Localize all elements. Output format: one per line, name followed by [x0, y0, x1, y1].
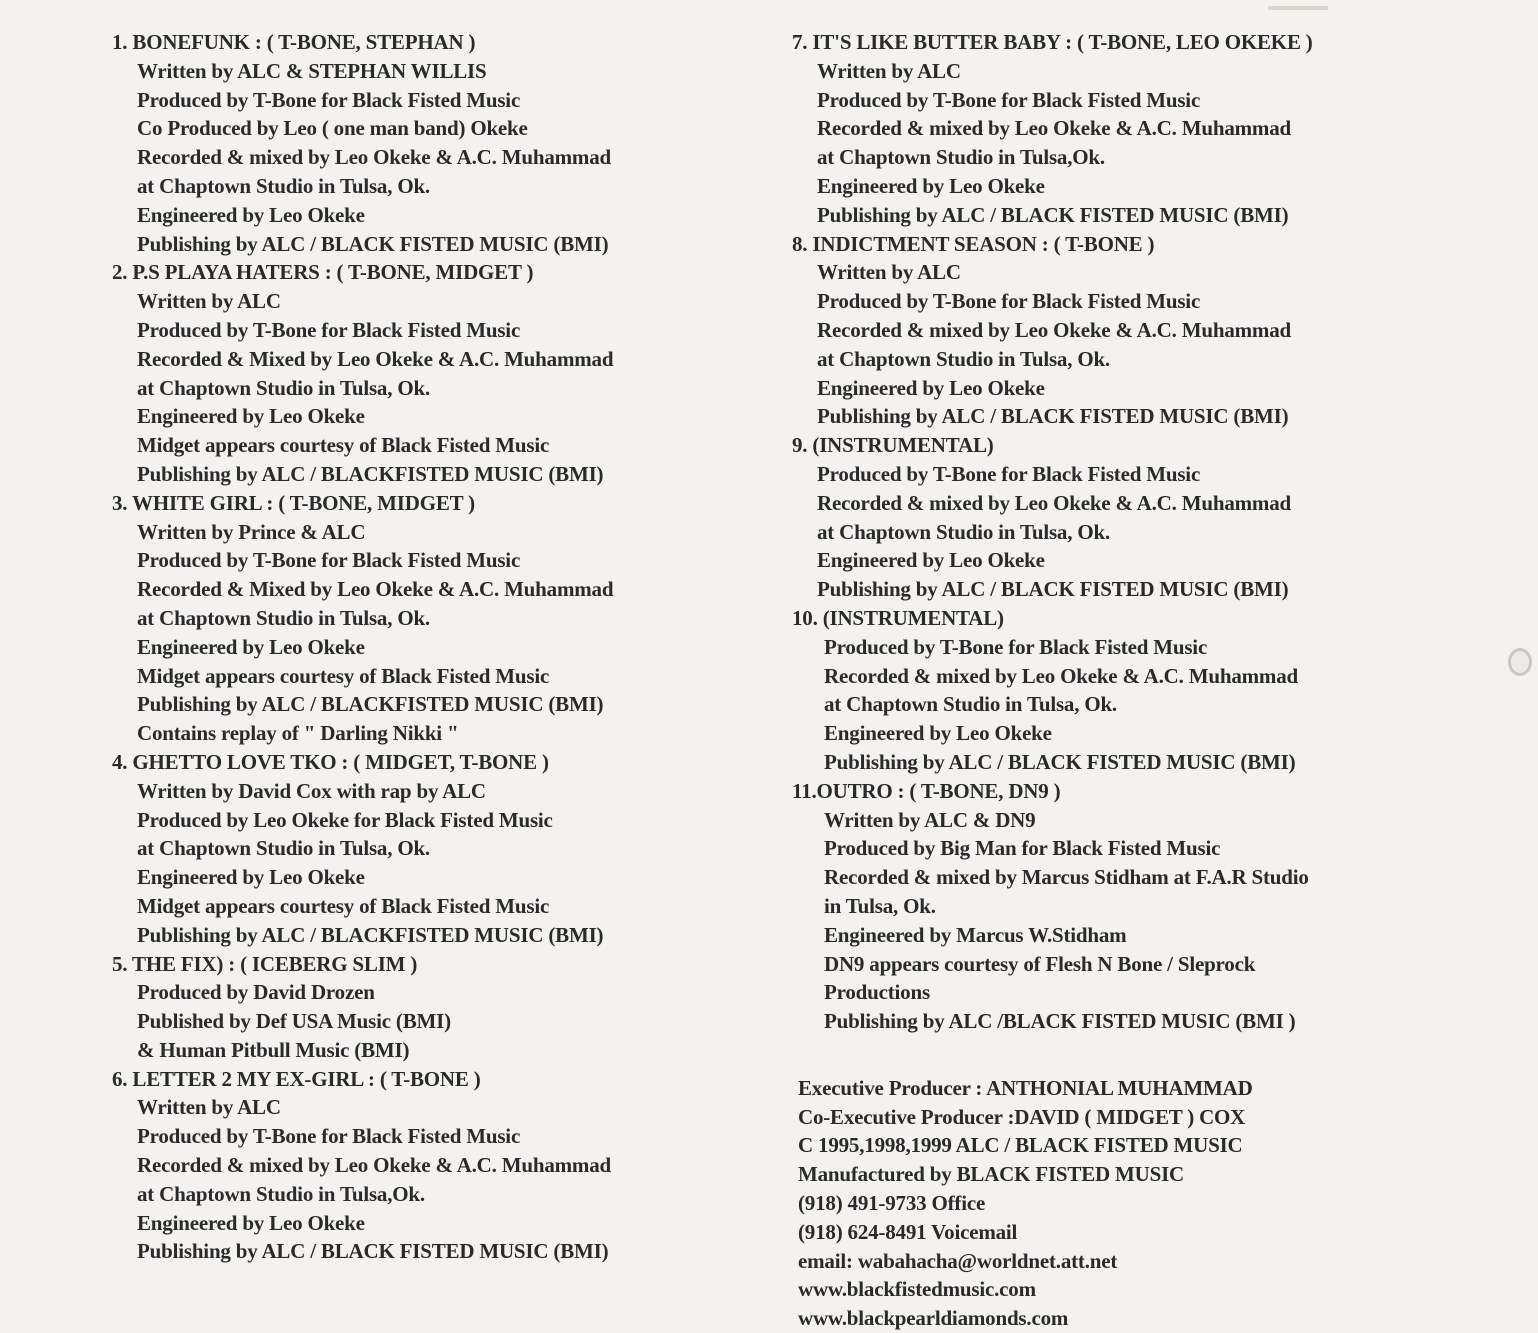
track-8 — [792, 230, 1432, 432]
track-credit: at Chaptown Studio in Tulsa, Ok. — [137, 836, 430, 861]
track-credit: at Chaptown Studio in Tulsa, Ok. — [817, 346, 1110, 371]
track-title: 7. IT'S LIKE BUTTER BABY : ( T-BONE, LEO OKEKE ) — [792, 30, 1313, 54]
track-title: 3. WHITE GIRL : ( T-BONE, MIDGET ) — [112, 490, 475, 515]
track-title: 11.OUTRO : ( T-BONE, DN9 ) — [792, 778, 1061, 803]
track-credit: at Chaptown Studio in Tulsa, Ok. — [137, 375, 430, 400]
track-credit: Engineered by Leo Okeke — [817, 375, 1045, 400]
track-credit: Engineered by Leo Okeke — [824, 721, 1052, 746]
track-title: 6. LETTER 2 MY EX-GIRL : ( T-BONE ) — [112, 1066, 481, 1091]
track-credit: Midget appears courtesy of Black Fisted Music — [137, 433, 550, 458]
track-2 — [112, 258, 752, 488]
track-credit: Produced by Big Man for Black Fisted Music — [824, 836, 1221, 861]
track-credit: Engineered by Leo Okeke — [817, 173, 1045, 198]
track-credit: Produced by T-Bone for Black Fisted Music — [817, 461, 1201, 486]
track-credit: Midget appears courtesy of Black Fisted Music — [137, 893, 550, 918]
track-credit: Publishing by ALC / BLACK FISTED MUSIC (BMI) — [824, 749, 1296, 774]
track-credit: Produced by Leo Okeke for Black Fisted Music — [137, 807, 553, 832]
track-credit: Written by ALC — [137, 289, 281, 314]
website-link-1: www.blackfistedmusic.com — [798, 1277, 1036, 1302]
track-credit: Written by ALC — [817, 58, 961, 83]
track-credit: at Chaptown Studio in Tulsa, Ok. — [137, 605, 430, 630]
track-credit: Publishing by ALC / BLACKFISTED MUSIC (BMI) — [137, 692, 604, 717]
email-address: email: wabahacha@worldnet.att.net — [798, 1248, 1118, 1273]
track-7 — [792, 28, 1432, 230]
track-credit: Written by David Cox with rap by ALC — [137, 778, 486, 803]
track-credit: Written by Prince & ALC — [137, 519, 366, 544]
track-credit: Produced by T-Bone for Black Fisted Music — [817, 289, 1201, 314]
track-credit: Engineered by Leo Okeke — [817, 548, 1045, 573]
track-9 — [792, 431, 1432, 604]
track-credit: Produced by T-Bone for Black Fisted Music — [137, 1124, 521, 1149]
website-link-2: www.blackpearldiamonds.com — [798, 1306, 1069, 1331]
track-credit: in Tulsa, Ok. — [824, 893, 936, 918]
track-credit: Produced by David Drozen — [137, 980, 375, 1005]
track-credit: Engineered by Marcus W.Stidham — [824, 922, 1127, 947]
track-credit: Engineered by Leo Okeke — [137, 865, 365, 890]
track-credit: Recorded & mixed by Marcus Stidham at F.A.R Studio — [824, 865, 1309, 890]
track-credit: Produced by T-Bone for Black Fisted Music — [137, 87, 521, 112]
track-5 — [112, 950, 752, 1065]
voicemail-phone: (918) 624-8491 Voicemail — [798, 1219, 1018, 1244]
track-credit: at Chaptown Studio in Tulsa, Ok. — [817, 519, 1110, 544]
track-credit: Publishing by ALC / BLACK FISTED MUSIC (BMI) — [817, 202, 1289, 227]
track-credit: Recorded & mixed by Leo Okeke & A.C. Muhammad — [824, 663, 1298, 688]
track-credit: Written by ALC & DN9 — [824, 807, 1036, 832]
track-credit: Recorded & Mixed by Leo Okeke & A.C. Muhammad — [137, 577, 614, 602]
track-1 — [112, 28, 752, 258]
track-11 — [792, 777, 1432, 1036]
track-title: 2. P.S PLAYA HATERS : ( T-BONE, MIDGET ) — [112, 260, 534, 285]
track-credit: Produced by T-Bone for Black Fisted Music — [137, 317, 521, 342]
track-credit: at Chaptown Studio in Tulsa,Ok. — [817, 145, 1105, 170]
track-credit: at Chaptown Studio in Tulsa, Ok. — [137, 173, 430, 198]
track-credit: Publishing by ALC / BLACK FISTED MUSIC (BMI) — [137, 231, 609, 256]
office-phone: (918) 491-9733 Office — [798, 1191, 986, 1216]
track-credit: Recorded & mixed by Leo Okeke & A.C. Muhammad — [817, 317, 1291, 342]
track-credit: Engineered by Leo Okeke — [137, 202, 365, 227]
track-credit: Publishing by ALC / BLACK FISTED MUSIC (BMI) — [817, 577, 1289, 602]
track-credit: Recorded & mixed by Leo Okeke & A.C. Muhammad — [817, 490, 1291, 515]
track-credit: Publishing by ALC /BLACK FISTED MUSIC (BMI ) — [824, 1009, 1296, 1034]
track-credit: Written by ALC — [137, 1095, 281, 1120]
binder-hole — [1508, 648, 1532, 676]
track-credit: Publishing by ALC / BLACKFISTED MUSIC (BMI) — [137, 461, 604, 486]
album-credits-footer — [792, 1074, 1432, 1333]
track-10 — [792, 604, 1432, 777]
track-credit: Co Produced by Leo ( one man band) Okeke — [137, 116, 528, 141]
track-credit: Contains replay of " Darling Nikki " — [137, 721, 459, 746]
track-credit: Publishing by ALC / BLACK FISTED MUSIC (BMI) — [137, 1239, 609, 1264]
track-credit: Midget appears courtesy of Black Fisted Music — [137, 663, 550, 688]
track-credit: Written by ALC — [817, 260, 961, 285]
track-title: 8. INDICTMENT SEASON : ( T-BONE ) — [792, 231, 1155, 256]
right-column — [792, 28, 1432, 1333]
track-credit: & Human Pitbull Music (BMI) — [137, 1037, 410, 1062]
track-credit: at Chaptown Studio in Tulsa, Ok. — [824, 692, 1117, 717]
track-credit: DN9 appears courtesy of Flesh N Bone / Sleprock — [824, 951, 1256, 976]
track-credit: Recorded & mixed by Leo Okeke & A.C. Muhammad — [817, 116, 1291, 141]
track-6 — [112, 1065, 752, 1267]
track-credit: Published by Def USA Music (BMI) — [137, 1009, 451, 1034]
track-credit: Written by ALC & STEPHAN WILLIS — [137, 58, 487, 83]
left-column — [112, 28, 752, 1266]
track-credit: Recorded & mixed by Leo Okeke & A.C. Muhammad — [137, 145, 611, 170]
track-credit: Engineered by Leo Okeke — [137, 1210, 365, 1235]
manufacturer: Manufactured by BLACK FISTED MUSIC — [798, 1162, 1185, 1187]
track-title: 9. (INSTRUMENTAL) — [792, 433, 994, 458]
track-credit: at Chaptown Studio in Tulsa,Ok. — [137, 1181, 425, 1206]
track-credit: Engineered by Leo Okeke — [137, 404, 365, 429]
copyright-notice: C 1995,1998,1999 ALC / BLACK FISTED MUSIC — [798, 1133, 1243, 1158]
track-4 — [112, 748, 752, 950]
track-credit: Publishing by ALC / BLACKFISTED MUSIC (BMI) — [137, 922, 604, 947]
track-credit: Publishing by ALC / BLACK FISTED MUSIC (BMI) — [817, 404, 1289, 429]
track-credit: Produced by T-Bone for Black Fisted Music — [817, 87, 1201, 112]
executive-producer: Executive Producer : ANTHONIAL MUHAMMAD — [798, 1075, 1253, 1100]
co-executive-producer: Co-Executive Producer :DAVID ( MIDGET ) COX — [798, 1104, 1246, 1129]
paper-scratch — [1268, 6, 1328, 10]
track-title: 5. THE FIX) : ( ICEBERG SLIM ) — [112, 951, 418, 976]
track-credit: Engineered by Leo Okeke — [137, 634, 365, 659]
track-credit: Productions — [824, 980, 930, 1005]
track-3 — [112, 489, 752, 748]
track-credit: Produced by T-Bone for Black Fisted Music — [137, 548, 521, 573]
track-title: 10. (INSTRUMENTAL) — [792, 605, 1004, 630]
track-title: 4. GHETTO LOVE TKO : ( MIDGET, T-BONE ) — [112, 749, 549, 774]
track-title: 1. BONEFUNK : ( T-BONE, STEPHAN ) — [112, 30, 476, 54]
track-credit: Recorded & mixed by Leo Okeke & A.C. Muhammad — [137, 1153, 611, 1178]
track-credit: Recorded & Mixed by Leo Okeke & A.C. Muhammad — [137, 346, 614, 371]
track-credit: Produced by T-Bone for Black Fisted Music — [824, 634, 1208, 659]
